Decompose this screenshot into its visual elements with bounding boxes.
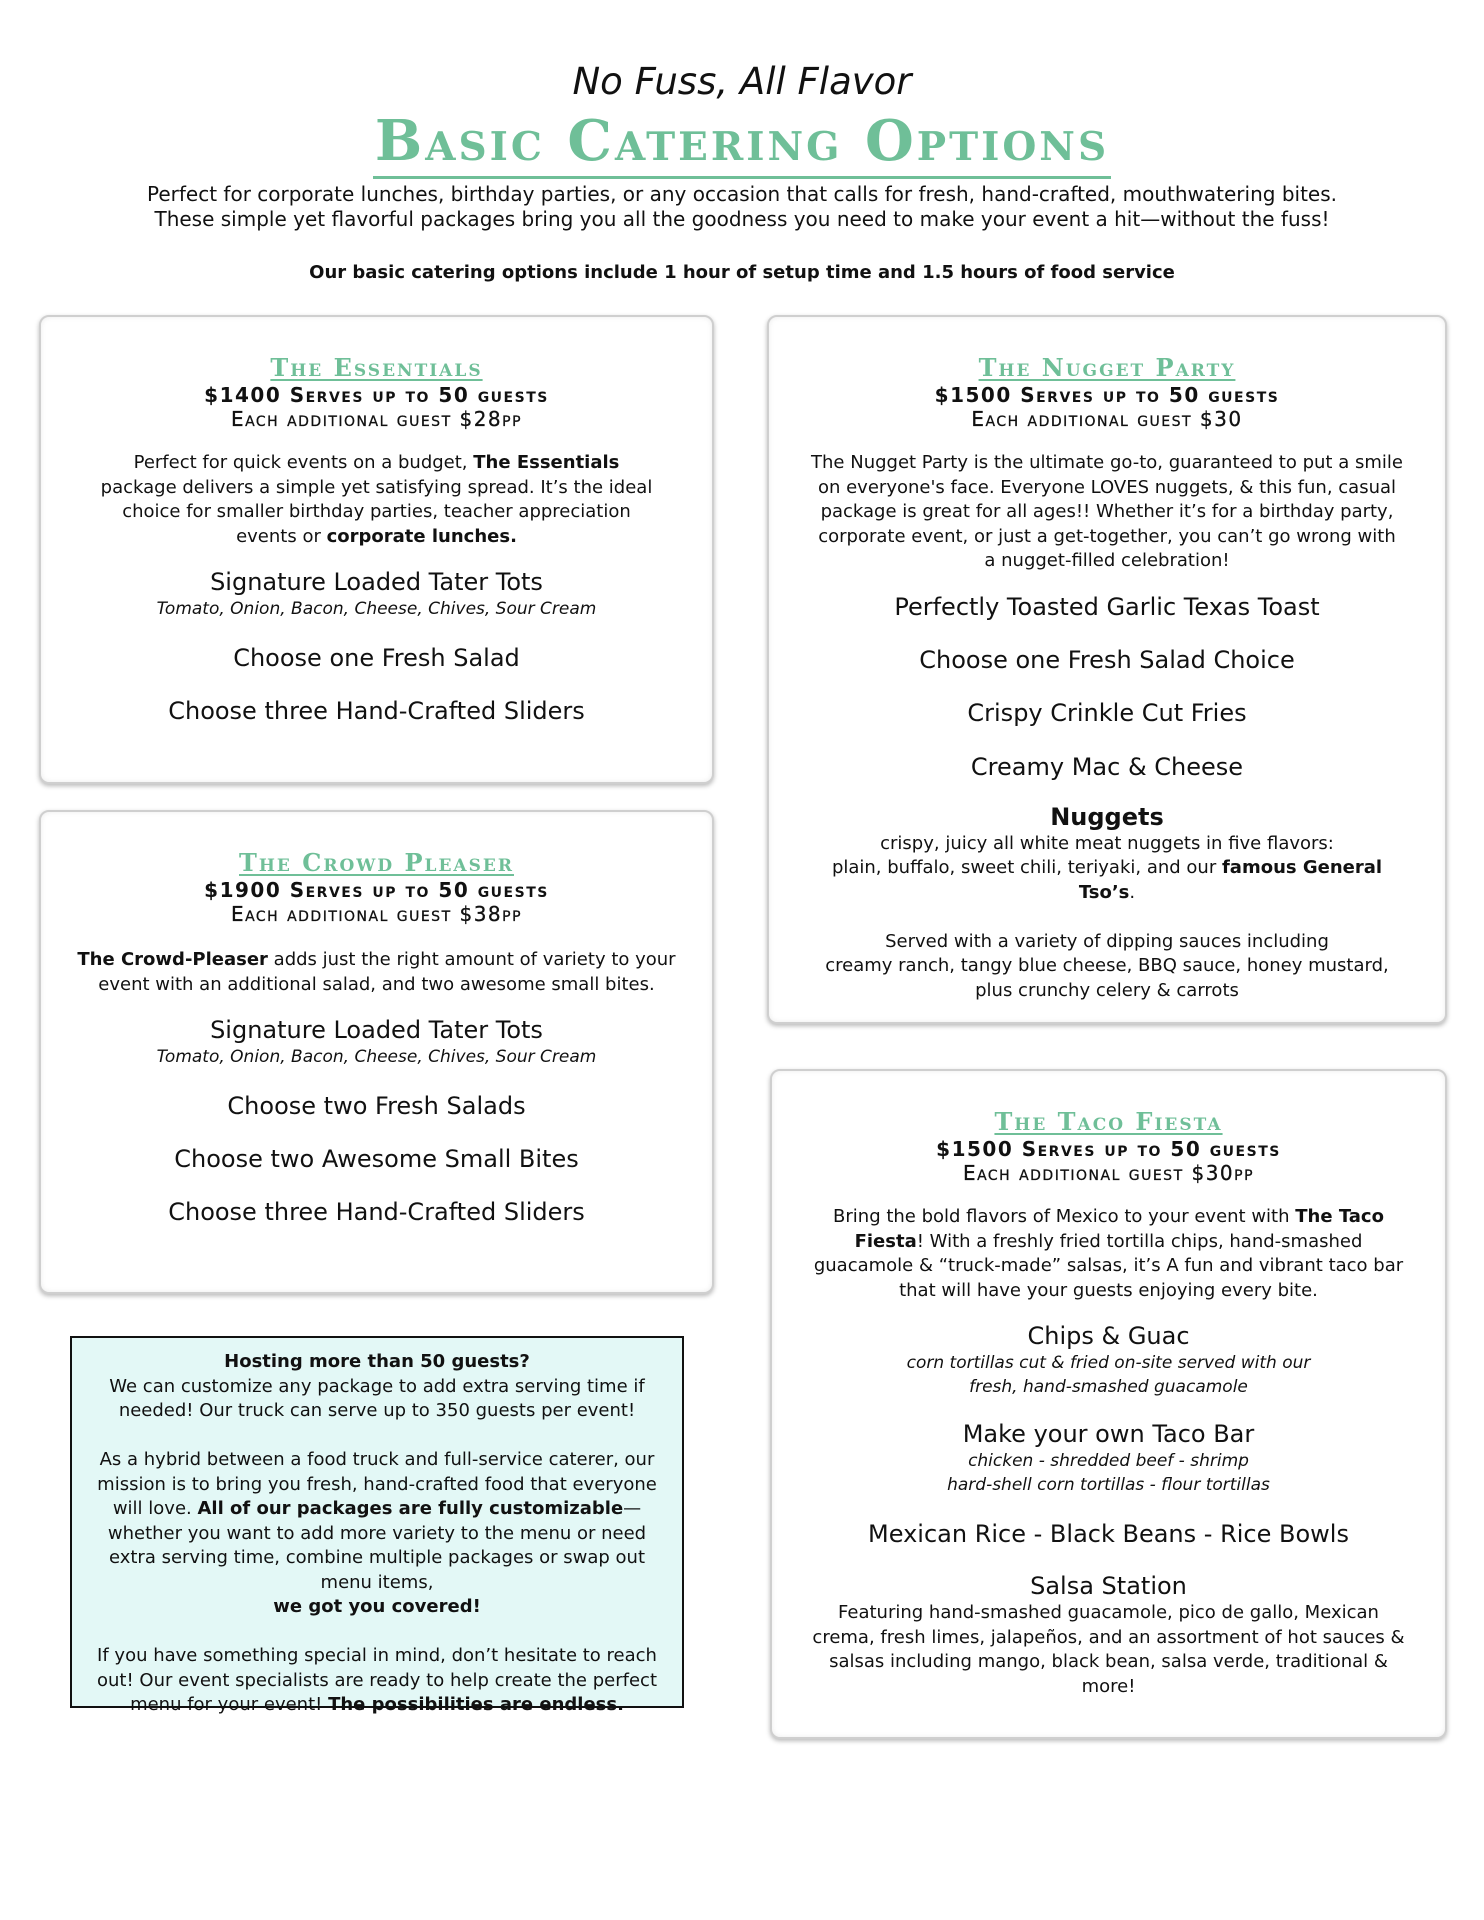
- package-extra-guest-price: Each additional guest $30pp: [962, 1161, 1255, 1185]
- package-card-crowd-pleaser: [39, 810, 714, 1294]
- info-paragraph: We can customize any package to add extra serving time if needed! Our truck can serve up to 350 guests per event!: [109, 1375, 645, 1421]
- package-extra-guest-price: Each additional guest $30: [971, 407, 1243, 431]
- info-part: As a hybrid between a food truck and full-service caterer, our mission is to bring you fresh, hand-crafted food that everyone will love.: [97, 1449, 657, 1519]
- custom-options-info-box: [70, 1336, 684, 1715]
- menu-item-detail: hard-shell corn tortillas - flour tortillas: [947, 1475, 1270, 1495]
- menu-item: Choose two Awesome Small Bites: [174, 1145, 579, 1173]
- menu-item: Signature Loaded Tater Tots: [210, 1016, 543, 1044]
- detail-part: plain, buffalo, sweet chili, teriyaki, and our: [831, 857, 1222, 878]
- menu-item: Chips & Guac: [1027, 1322, 1190, 1350]
- package-price: $1500 Serves up to 50 guests: [936, 1137, 1281, 1161]
- menu-item: Choose one Fresh Salad Choice: [919, 645, 1295, 674]
- info-paragraph: [86, 1644, 668, 1718]
- info-bold: we got you covered!: [273, 1596, 481, 1617]
- menu-item: Crispy Crinkle Cut Fries: [967, 698, 1247, 727]
- menu-item: Creamy Mac & Cheese: [970, 752, 1244, 781]
- info-bold: All of our packages are fully customizable: [197, 1498, 624, 1519]
- package-card-taco-fiesta: [770, 1069, 1447, 1739]
- desc-part: Bring the bold flavors of Mexico to your event with: [833, 1206, 1296, 1227]
- info-paragraph: [86, 1448, 668, 1620]
- sauces-text: Served with a variety of dipping sauces including: [885, 930, 1329, 952]
- info-part: —whether you want to add more variety to the menu or need extra serving time, combine multiple packages or swap out menu items,: [107, 1498, 647, 1593]
- desc-part: ! With a freshly fried tortilla chips, hand-smashed guacamole & “truck-made” salsas, it’s A fun and vibrant taco bar that will have your guests enjoying every bite.: [813, 1230, 1404, 1301]
- menu-item: Choose two Fresh Salads: [227, 1092, 526, 1120]
- package-price: $1500 Serves up to 50 guests: [934, 383, 1280, 407]
- menu-item: Salsa Station: [1030, 1572, 1187, 1600]
- package-description: The Nugget Party is the ultimate go-to, guaranteed to put a smile on everyone's face. Everyone LOVES nuggets, & this fun, casual package is great for all ages!! Whether it’s for a birthday party, corporate event, or just a get-together, you can’t go wrong with a nugget-filled celebration!: [811, 452, 1403, 571]
- tagline: No Fuss, All Flavor: [572, 60, 912, 103]
- menu-item-detail: fresh, hand-smashed guacamole: [969, 1377, 1248, 1397]
- menu-item-detail: crispy, juicy all white meat nuggets in five flavors:: [880, 832, 1334, 854]
- menu-item-detail: chicken - shredded beef - shrimp: [968, 1451, 1249, 1471]
- package-description: [71, 451, 682, 549]
- menu-item-detail: Tomato, Onion, Bacon, Cheese, Chives, Sour Cream: [156, 1047, 597, 1067]
- menu-item-detail: corn tortillas cut & fried on-site served with our: [906, 1353, 1311, 1373]
- package-title: The Taco Fiesta: [994, 1107, 1223, 1136]
- menu-item: Choose three Hand-Crafted Sliders: [168, 697, 585, 725]
- detail-part: .: [1129, 881, 1136, 903]
- desc-bold: The Crowd-Pleaser: [77, 949, 268, 970]
- menu-item: Signature Loaded Tater Tots: [210, 568, 543, 596]
- desc-bold: corporate lunches.: [326, 525, 517, 547]
- package-extra-guest-price: Each additional guest $38pp: [230, 902, 523, 926]
- intro-text: [100, 182, 1384, 232]
- package-title: The Crowd Pleaser: [239, 848, 514, 877]
- package-title: The Nugget Party: [978, 353, 1236, 382]
- package-description: [810, 1205, 1407, 1303]
- package-description: [71, 948, 682, 997]
- intro-line-1: Perfect for corporate lunches, birthday parties, or any occasion that calls for fresh, hand-crafted, mouthwatering bites.: [147, 182, 1337, 206]
- desc-part: package delivers a simple yet satisfying spread. It’s the ideal choice for smaller birthday parties, teacher appreciation events or: [100, 476, 653, 547]
- menu-item-detail: Tomato, Onion, Bacon, Cheese, Chives, Sour Cream: [156, 599, 597, 619]
- package-extra-guest-price: Each additional guest $28pp: [230, 407, 523, 431]
- menu-item: Perfectly Toasted Garlic Texas Toast: [894, 592, 1320, 621]
- desc-part: adds just the right amount of variety to your event with an additional salad, and two awesome small bites.: [98, 949, 676, 995]
- info-bold: The possibilities are endless.: [328, 1694, 624, 1715]
- page-title-text: Basic Catering Options: [373, 108, 1111, 179]
- menu-item-detail: Featuring hand-smashed guacamole, pico de gallo, Mexican crema, fresh limes, jalapeños, and an assortment of hot sauces & salsas including mango, black bean, salsa verde, traditional & more!: [812, 1602, 1405, 1697]
- package-title: The Essentials: [270, 353, 483, 382]
- desc-part: Perfect for quick events on a budget,: [133, 452, 474, 473]
- menu-item: Mexican Rice - Black Beans - Rice Bowls: [868, 1520, 1349, 1548]
- package-price: $1400 Serves up to 50 guests: [204, 383, 549, 407]
- service-note: Our basic catering options include 1 hour of setup time and 1.5 hours of food service: [309, 262, 1175, 283]
- package-card-essentials: [39, 315, 714, 784]
- info-part: If you have something special in mind, don’t hesitate to reach out! Our event specialists are ready to help create the perfect menu for your event!: [97, 1645, 657, 1715]
- sauces-text: plus crunchy celery & carrots: [975, 979, 1239, 1001]
- menu-item: Choose three Hand-Crafted Sliders: [168, 1198, 585, 1226]
- menu-item-detail: [811, 856, 1403, 905]
- sauces-text: creamy ranch, tangy blue cheese, BBQ sauce, honey mustard,: [825, 955, 1389, 976]
- desc-bold: The Taco Fiesta: [854, 1206, 1384, 1252]
- info-heading: Hosting more than 50 guests?: [224, 1351, 530, 1372]
- intro-line-2: These simple yet flavorful packages bring you all the goodness you need to make your event a hit—without the fuss!: [154, 207, 1330, 231]
- menu-item: Choose one Fresh Salad: [233, 644, 520, 672]
- page-title: [0, 108, 1484, 174]
- detail-bold: famous General Tso’s: [1078, 857, 1383, 903]
- desc-bold: The Essentials: [473, 452, 620, 473]
- package-card-nugget-party: [767, 315, 1447, 1024]
- package-price: $1900 Serves up to 50 guests: [204, 878, 549, 902]
- menu-item: Nuggets: [1050, 802, 1164, 831]
- menu-item: Make your own Taco Bar: [962, 1420, 1255, 1448]
